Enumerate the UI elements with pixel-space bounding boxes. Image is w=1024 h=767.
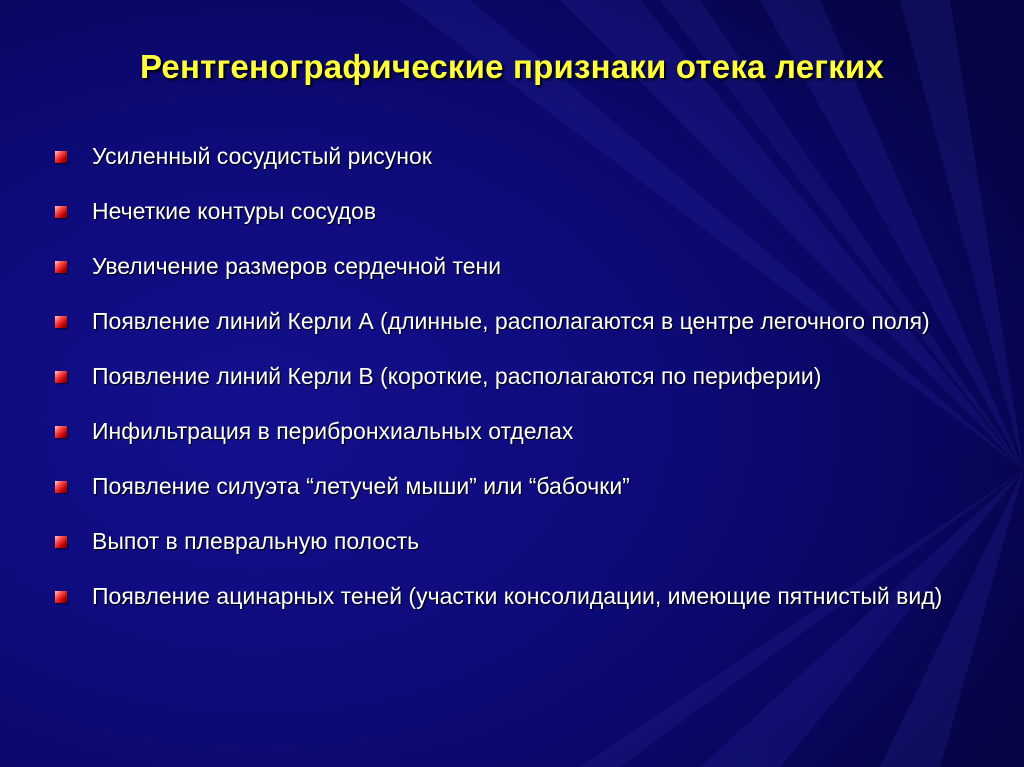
list-item-text: Усиленный сосудистый рисунок — [92, 143, 432, 169]
bullet-list — [55, 143, 985, 638]
list-item — [55, 198, 985, 224]
list-item-text: Нечеткие контуры сосудов — [92, 198, 377, 224]
list-item-text: Появление ацинарных теней (участки консолидации, имеющие пятнистый вид) — [92, 583, 943, 609]
red-square-bullet-icon — [55, 261, 67, 273]
red-square-bullet-icon — [55, 536, 67, 548]
slide-title: Рентгенографические признаки отека легких — [140, 48, 884, 85]
list-item — [55, 583, 985, 609]
red-square-bullet-icon — [55, 426, 67, 438]
red-square-bullet-icon — [55, 591, 67, 603]
list-item — [55, 253, 985, 279]
list-item-text: Выпот в плевральную полость — [92, 528, 420, 554]
list-item — [55, 363, 985, 389]
list-item — [55, 418, 985, 444]
list-item-text: Увеличение размеров сердечной тени — [92, 253, 502, 279]
red-square-bullet-icon — [55, 151, 67, 163]
list-item-text: Инфильтрация в перибронхиальных отделах — [92, 418, 574, 444]
red-square-bullet-icon — [55, 316, 67, 328]
list-item — [55, 143, 985, 169]
list-item — [55, 528, 985, 554]
list-item — [55, 473, 985, 499]
red-square-bullet-icon — [55, 206, 67, 218]
red-square-bullet-icon — [55, 371, 67, 383]
list-item-text: Появление линий Керли В (короткие, располагаются по периферии) — [92, 363, 822, 389]
list-item-text: Появление силуэта “летучей мыши” или “бабочки” — [92, 473, 630, 499]
red-square-bullet-icon — [55, 481, 67, 493]
list-item — [55, 308, 985, 334]
list-item-text: Появление линий Керли А (длинные, располагаются в центре легочного поля) — [92, 308, 930, 334]
